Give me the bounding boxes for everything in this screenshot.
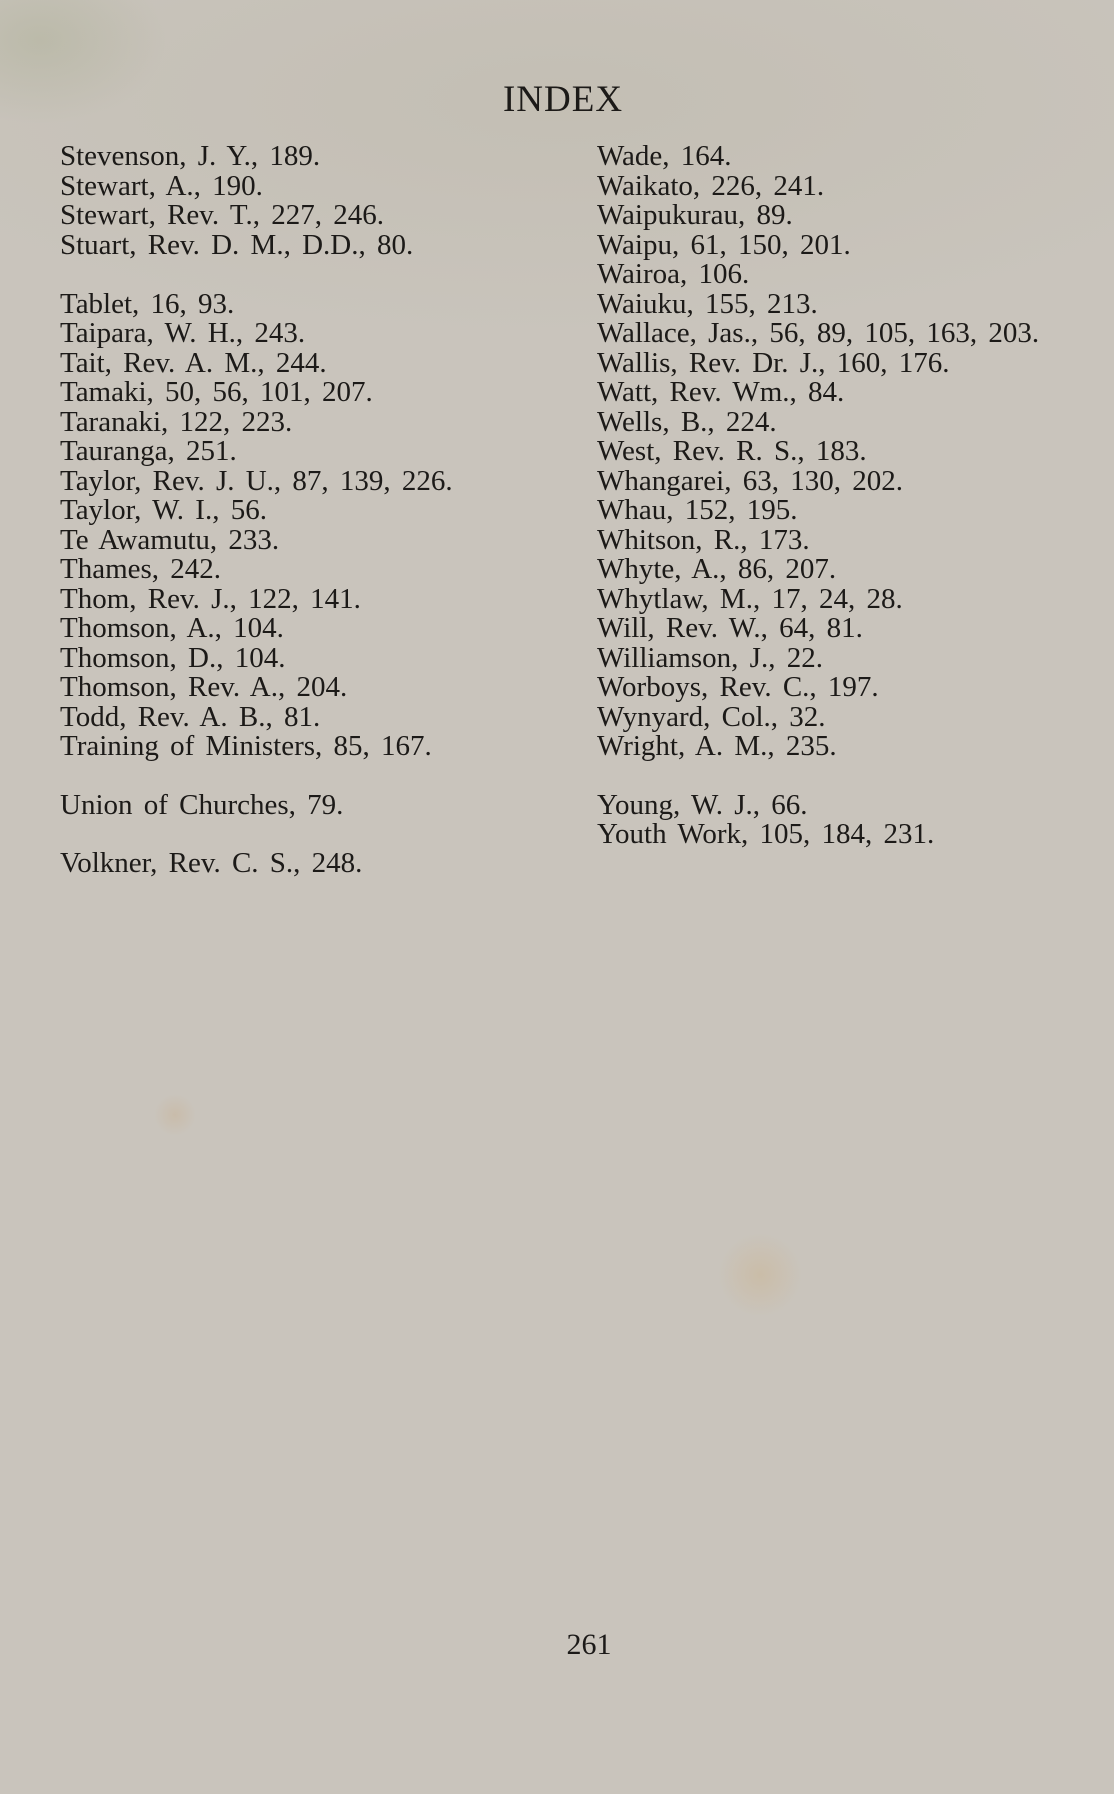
section-gap <box>597 762 1107 791</box>
index-entry: Waipukurau, 89. <box>597 199 793 231</box>
index-entry: Whau, 152, 195. <box>597 494 798 526</box>
index-entry: Thomson, D., 104. <box>60 641 286 674</box>
index-entry: Thomson, Rev. A., 204. <box>60 671 348 703</box>
index-entry: Whangarei, 63, 130, 202. <box>597 464 903 497</box>
index-entry: Tablet, 16, 93. <box>60 287 235 320</box>
index-entry: Stevenson, J. Y., 189. <box>60 140 321 172</box>
index-entry: Taranaki, 122, 223. <box>60 405 293 438</box>
index-entry: Thomson, A., 104. <box>60 612 284 644</box>
section-gap <box>60 820 560 849</box>
index-entry: Wade, 164. <box>597 140 732 172</box>
index-entry: Tauranga, 251. <box>60 435 237 467</box>
index-column-right <box>597 142 1107 850</box>
index-entry: Whytlaw, M., 17, 24, 28. <box>597 582 903 615</box>
index-entry: Wallace, Jas., 56, 89, 105, 163, 203. <box>597 317 1040 349</box>
index-entry: Wright, A. M., 235. <box>597 730 837 762</box>
index-entry: Young, W. J., 66. <box>597 788 808 821</box>
index-entry: Watt, Rev. Wm., 84. <box>597 376 845 408</box>
index-entry: Worboys, Rev. C., 197. <box>597 671 879 703</box>
section-gap <box>60 260 560 290</box>
index-entry: Stewart, Rev. T., 227, 246. <box>60 199 384 231</box>
section-gap <box>60 762 560 791</box>
index-entry: Youth Work, 105, 184, 231. <box>597 818 935 850</box>
index-entry: Taipara, W. H., 243. <box>60 317 306 349</box>
index-entry: Todd, Rev. A. B., 81. <box>60 700 321 733</box>
index-entry: Waipu, 61, 150, 201. <box>597 228 851 261</box>
index-entry: Waiuku, 155, 213. <box>597 287 818 320</box>
page-number: 261 <box>566 1628 612 1661</box>
index-entry: Taylor, Rev. J. U., 87, 139, 226. <box>60 464 453 497</box>
index-column-left <box>60 142 560 879</box>
index-entry: Te Awamutu, 233. <box>60 523 280 556</box>
index-entry: Tamaki, 50, 56, 101, 207. <box>60 376 373 408</box>
index-entry: Wynyard, Col., 32. <box>597 700 826 733</box>
index-entry: Wallis, Rev. Dr. J., 160, 176. <box>597 346 950 379</box>
index-entry: West, Rev. R. S., 183. <box>597 435 867 467</box>
index-entry: Volkner, Rev. C. S., 248. <box>60 847 363 879</box>
index-entry: Training of Ministers, 85, 167. <box>60 730 432 762</box>
index-entry: Wairoa, 106. <box>597 258 750 290</box>
index-entry: Stuart, Rev. D. M., D.D., 80. <box>60 228 414 261</box>
index-entry: Will, Rev. W., 64, 81. <box>597 612 863 644</box>
index-entry: Williamson, J., 22. <box>597 641 823 674</box>
index-entry: Tait, Rev. A. M., 244. <box>60 346 327 379</box>
page-title: INDEX <box>502 79 624 120</box>
index-entry: Whitson, R., 173. <box>597 523 810 556</box>
index-entry: Taylor, W. I., 56. <box>60 494 267 526</box>
index-entry: Stewart, A., 190. <box>60 169 263 202</box>
index-entry: Whyte, A., 86, 207. <box>597 553 837 585</box>
index-entry: Waikato, 226, 241. <box>597 169 825 202</box>
index-entry: Union of Churches, 79. <box>60 788 344 821</box>
index-entry: Thames, 242. <box>60 553 222 585</box>
index-entry: Wells, B., 224. <box>597 405 777 438</box>
index-entry: Thom, Rev. J., 122, 141. <box>60 582 361 615</box>
